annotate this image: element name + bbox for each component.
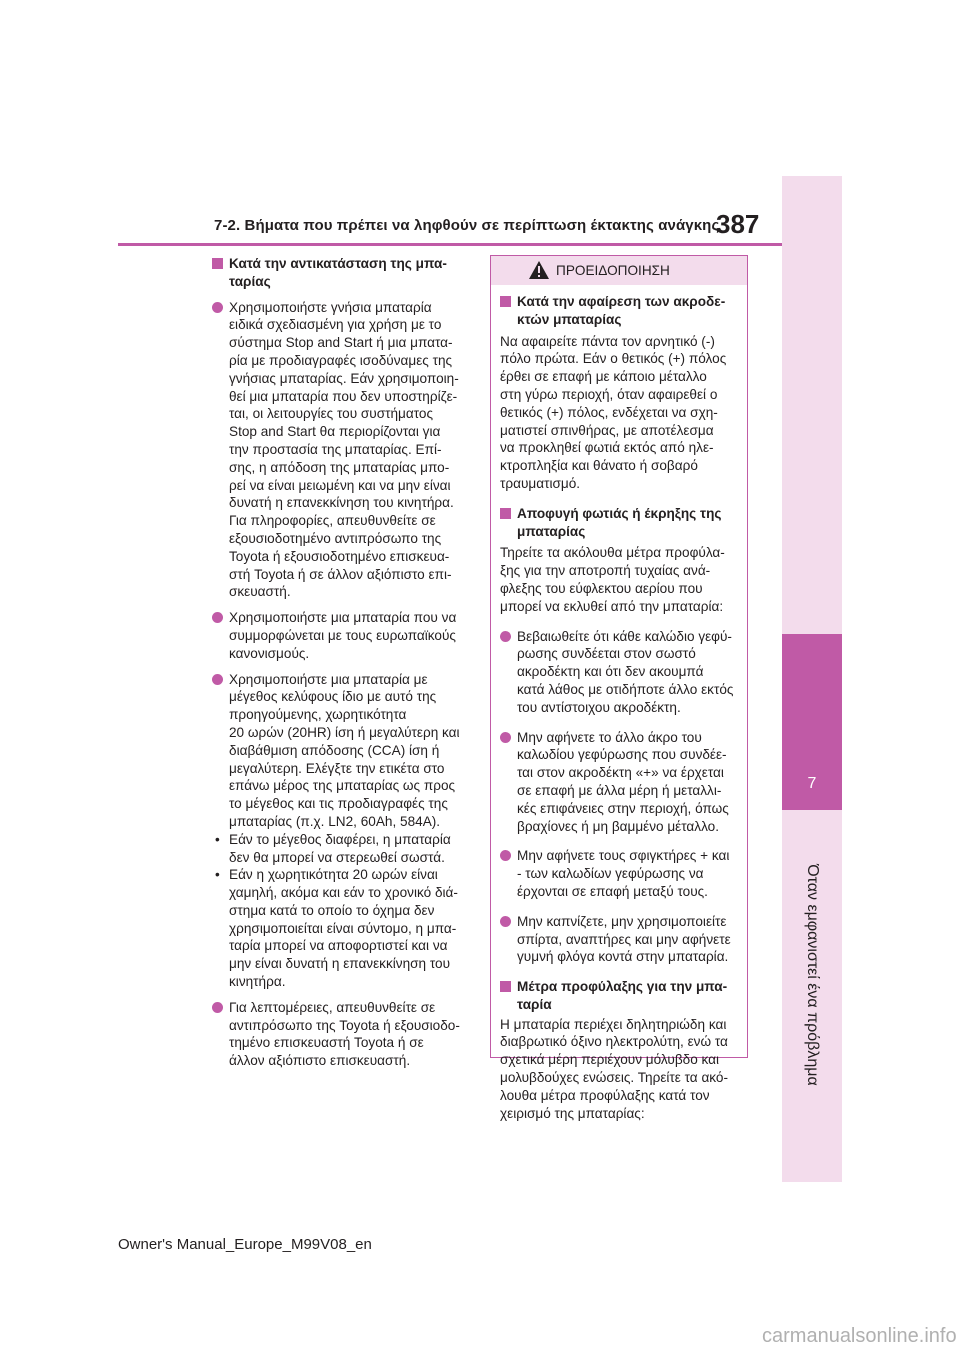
warning-body (491, 285, 747, 1122)
text-line: Εάν το μέγεθος διαφέρει, η μπαταρία (229, 831, 451, 847)
text-line: προηγούμενης, χωρητικότητα (229, 707, 407, 723)
text-line: Stop and Start θα περιορίζονται για (229, 424, 441, 440)
text-line: ρία με προδιαγραφές ισοδύναμες της (229, 352, 453, 368)
round-bullet-icon (212, 1002, 223, 1013)
list-item (500, 729, 739, 836)
text-line: χρησιμοποιείται είναι σύντομο, η μπα- (229, 920, 457, 936)
text-line: σπίρτα, αναπτήρες και μην αφήνετε (517, 931, 731, 947)
text-line: χειρισμό της μπαταρίας: (500, 1105, 645, 1121)
warning-box (490, 255, 748, 1121)
list-item (212, 999, 474, 1070)
round-bullet-icon (500, 850, 511, 861)
text-line: Βεβαιωθείτε ότι κάθε καλώδιο γεφύ- (517, 628, 732, 644)
text-line: Χρησιμοποιήστε μια μπαταρία με (229, 671, 428, 687)
text-line: - των καλωδίων γεφύρωσης να (517, 866, 704, 882)
text-line: του αντίστοιχου ακροδέκτη. (517, 699, 681, 715)
text-line: άλλον αξιόπιστο επισκευαστή. (229, 1053, 411, 1069)
watermark[interactable]: carmanualsonline.info (762, 1325, 957, 1347)
warning-paragraph (500, 333, 739, 493)
text-line: μέγεθος κελύφους ίδιο με αυτό της (229, 689, 437, 705)
text-line: Toyota ή εξουσιοδοτημένο επισκευα- (229, 548, 450, 564)
text-line: Αποφυγή φωτιάς ή έκρηξης της (517, 505, 722, 521)
text-line: μπαταρίας (π.χ. LN2, 60Ah, 584A). (229, 813, 441, 829)
text-line: σε επαφή με άλλα μέρη ή μεταλλι- (517, 782, 722, 798)
text-line: Μην καπνίζετε, μην χρησιμοποιείτε (517, 913, 727, 929)
round-bullet-icon (500, 916, 511, 927)
list-item (212, 299, 474, 602)
text-line: έρθει σε επαφή με κάποιο μέταλλο (500, 369, 707, 385)
text-line: σύστημα Stop and Start ή μια μπατα- (229, 335, 453, 351)
warning-triangle-icon (529, 261, 549, 279)
left-column (212, 255, 474, 1078)
text-line: διαβάθμιση απόδοσης (CCA) ίση ή (229, 742, 440, 758)
text-line: ακροδέκτη και ότι δεν ακουμπά (517, 664, 704, 680)
text-line: κινητήρα. (229, 974, 286, 990)
text-line: Μέτρα προφύλαξης για την μπα- (517, 979, 728, 995)
text-line: σκευαστή. (229, 584, 291, 600)
warning-heading (500, 978, 739, 1014)
text-line: στη γύρω περιοχή, όταν αφαιρεθεί ο (500, 386, 718, 402)
warning-header (491, 256, 747, 285)
square-bullet-icon (500, 981, 511, 992)
text-line: Κατά την αφαίρεση των ακροδε- (517, 294, 726, 309)
text-line: κτών μπαταρίας (517, 311, 622, 327)
text-line: μεγαλύτερη. Ελέγξτε την ετικέτα στο (229, 760, 445, 776)
warning-paragraph (500, 544, 739, 615)
text-line: Εάν η χωρητικότητα 20 ωρών είναι (229, 867, 438, 883)
battery-replacement-heading (212, 255, 474, 291)
text-line: φλεξης του εύφλεκτου αερίου που (500, 580, 703, 596)
chapter-number-tab[interactable] (782, 634, 842, 810)
round-bullet-icon (212, 612, 223, 623)
text-line: καλωδίου γεφύρωσης που συνδέε- (517, 747, 727, 763)
text-line: Για πληροφορίες, απευθυνθείτε σε (229, 513, 436, 529)
text-line: στή Toyota ή σε άλλον αξιόπιστο επι- (229, 566, 452, 582)
text-line: θεί μια μπαταρία που δεν υποστηρίζε- (229, 388, 458, 404)
text-line: λουθα μέτρα προφύλαξης κατά τον (500, 1087, 710, 1103)
list-item (212, 671, 474, 831)
text-line: κτροπληξία και θάνατο ή σοβαρό (500, 458, 698, 474)
text-line: ταρία μπορεί να αποφορτιστεί και να (229, 938, 448, 954)
list-item (212, 609, 474, 662)
round-bullet-icon (500, 732, 511, 743)
text-line: μην είναι δυνατή η επανεκκίνηση του (229, 956, 451, 972)
text-line: σχετικά μέρη περιέχουν μόλυβδο και (500, 1052, 720, 1068)
text-line: βραχίονες ή μη βαμμένο μέταλλο. (517, 818, 720, 834)
text-line: δυνατή η επανεκκίνηση του κινητήρα. (229, 495, 454, 511)
footer-text: Owner's Manual_Europe_M99V08_en (118, 1236, 372, 1253)
round-bullet-icon (212, 674, 223, 685)
text-line: Η μπαταρία περιέχει δηλητηριώδη και (500, 1016, 727, 1032)
header-divider (118, 243, 782, 246)
sub-list-item (212, 866, 474, 991)
text-line: ται στον ακροδέκτη «+» να έρχεται (517, 765, 724, 781)
square-bullet-icon (500, 508, 511, 519)
text-line: θετικός (+) πόλος, ενδέχεται να σχη- (500, 404, 718, 420)
text-line: τημένο επισκευαστή Toyota ή σε (229, 1035, 424, 1051)
square-bullet-icon (500, 296, 511, 307)
text-line: συμμορφώνεται με τους ευρωπαϊκούς (229, 627, 456, 643)
text-line: πόλο πρώτα. Εάν ο θετικός (+) πόλος (500, 351, 727, 367)
page-number: 387 (716, 209, 760, 239)
text-line: Μην αφήνετε το άλλο άκρο του (517, 729, 702, 745)
sub-list-item (212, 831, 474, 867)
text-line: Μην αφήνετε τους σφιγκτήρες + και (517, 848, 730, 864)
text-line: Να αφαιρείτε πάντα τον αρνητικό (-) (500, 333, 715, 349)
text-line: μπαταρίας (517, 523, 586, 539)
list-item (500, 913, 739, 966)
text-line: μολυβδούχες ενώσεις. Τηρείτε τα ακό- (500, 1070, 729, 1086)
warning-heading (500, 293, 739, 329)
square-bullet-icon (212, 258, 223, 269)
list-item (500, 628, 739, 717)
text-line: ται, οι λειτουργίες του συστήματος (229, 406, 434, 422)
text-line: την προστασία της μπαταρίας. Επί- (229, 441, 442, 457)
text-line: Χρησιμοποιήστε γνήσια μπαταρία (229, 299, 432, 315)
text-line: Χρησιμοποιήστε μια μπαταρία που να (229, 610, 457, 626)
chapter-title: Όταν εμφανιστεί ένα πρόβλημα (804, 864, 821, 1086)
text-line: Για λεπτομέρειες, απευθυνθείτε σε (229, 999, 436, 1015)
text-line: ματιστεί σπινθήρας, με αποτέλεσμα (500, 422, 714, 438)
list-item (500, 847, 739, 900)
text-line: γνήσιας μπαταρίας. Εάν χρησιμοποιη- (229, 370, 459, 386)
text-line: κές επιφάνειες στην περιοχή, όπως (517, 800, 729, 816)
text-line: κανονισμούς. (229, 645, 310, 661)
text-line: στημα κατά το οποίο το όχημα δεν (229, 902, 435, 918)
text-line: κατά λάθος με οτιδήποτε άλλο εκτός (517, 681, 734, 697)
text-line: σης, η απόδοση της μπαταρίας μπο- (229, 459, 450, 475)
text-line: γυμνή φλόγα κοντά στην μπαταρία. (517, 949, 729, 965)
warning-title: ΠΡΟΕΙΔΟΠΟΙΗΣΗ (556, 263, 670, 278)
text-line: δεν θα μπορεί να στερεωθεί σωστά. (229, 849, 445, 865)
sub-bullet-icon: • (215, 867, 220, 883)
text-line: αντιπρόσωπο της Toyota ή εξουσιοδο- (229, 1017, 460, 1033)
text-line: τραυματισμό. (500, 475, 581, 491)
text-line: ειδικά σχεδιασμένη για χρήση με το (229, 317, 442, 333)
sub-bullet-icon: • (215, 831, 220, 847)
text-line: ρεί να είναι μειωμένη και να μην είναι (229, 477, 451, 493)
warning-paragraph (500, 1016, 739, 1123)
text-line: ξης για την αποτροπή τυχαίας ανά- (500, 563, 711, 579)
text-line: Κατά την αντικατάσταση της μπα- (229, 256, 447, 271)
warning-heading (500, 505, 739, 541)
text-line: έρχονται σε επαφή μεταξύ τους. (517, 883, 708, 899)
section-title: 7-2. Βήματα που πρέπει να ληφθούν σε περίπτωση έκτακτης ανάγκης (214, 217, 720, 234)
text-line: ταρία (517, 996, 552, 1012)
text-line: Τηρείτε τα ακόλουθα μέτρα προφύλα- (500, 545, 725, 561)
text-line: διαβρωτικό όξινο ηλεκτρολύτη, ενώ τα (500, 1034, 728, 1050)
text-line: ταρίας (229, 273, 271, 289)
round-bullet-icon (212, 302, 223, 313)
text-line: 20 ωρών (20HR) ίση ή μεγαλύτερη και (229, 724, 460, 740)
text-line: ρωσης συνδέεται στον σωστό (517, 646, 696, 662)
text-line: το μέγεθος και τις προδιαγραφές της (229, 796, 448, 812)
text-line: μπορεί να εκλυθεί από την μπαταρία: (500, 598, 724, 614)
text-line: χαμηλή, ακόμα και εάν το χρονικό διά- (229, 885, 458, 901)
text-line: να προκληθεί φωτιά εκτός από ηλε- (500, 440, 714, 456)
text-line: επάνω μέρος της μπαταρίας ως προς (229, 778, 456, 794)
text-line: εξουσιοδοτημένο αντιπρόσωπο της (229, 530, 442, 546)
round-bullet-icon (500, 631, 511, 642)
chapter-number: 7 (807, 775, 817, 792)
